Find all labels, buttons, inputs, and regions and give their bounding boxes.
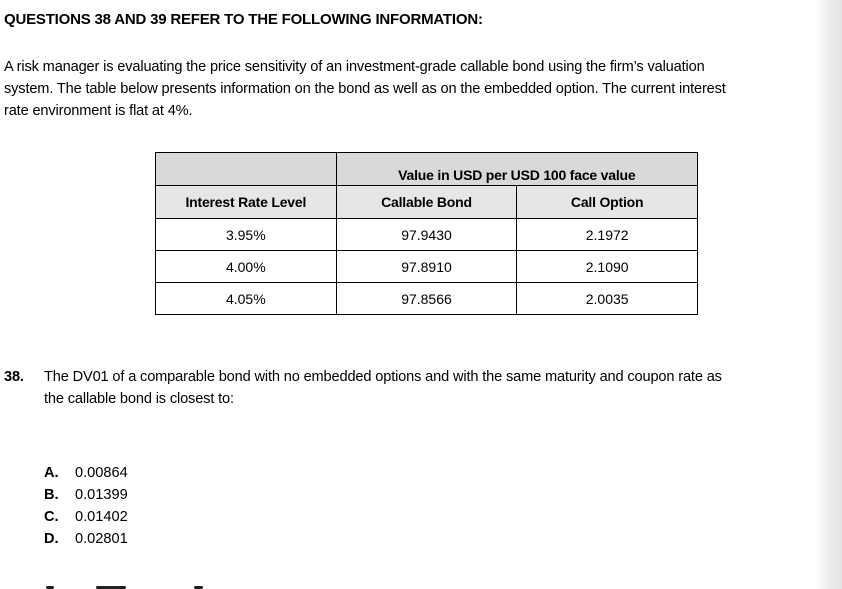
option-text: 0.01402 [75, 509, 128, 525]
option-text: 0.02801 [75, 531, 128, 547]
option-value-cell: 2.1090 [517, 251, 698, 283]
bond-value-cell: 97.8910 [336, 251, 517, 283]
column-header-call-option: Call Option [517, 186, 698, 219]
intro-line: A risk manager is evaluating the price sensitivity of an investment-grade callable bond using the firm’s valuation [4, 59, 705, 75]
rate-cell: 3.95% [156, 219, 337, 251]
intro-line: rate environment is flat at 4%. [4, 103, 193, 119]
table-header-empty-cell [156, 153, 337, 186]
option-text: 0.00864 [75, 465, 128, 481]
option-text: 0.01399 [75, 487, 128, 503]
table-group-header-row [156, 153, 698, 186]
intro-line: system. The table below presents information on the bond as well as on the embedded option. The current interest [4, 81, 726, 97]
column-header-interest-rate: Interest Rate Level [156, 186, 337, 219]
rate-cell: 4.05% [156, 283, 337, 315]
option-value-cell: 2.1972 [517, 219, 698, 251]
option-value-cell: 2.0035 [517, 283, 698, 315]
question-line: the callable bond is closest to: [44, 391, 234, 407]
option-letter: C. [44, 509, 59, 525]
bond-value-cell: 97.8566 [336, 283, 517, 315]
answer-options [44, 462, 128, 550]
intro-paragraph [4, 56, 842, 122]
question-number: 38. [4, 369, 24, 385]
table-row [156, 283, 698, 315]
column-header-callable-bond: Callable Bond [336, 186, 517, 219]
answer-option-b[interactable] [44, 484, 128, 506]
table-group-header: Value in USD per USD 100 face value [336, 153, 697, 186]
question-line: The DV01 of a comparable bond with no embedded options and with the same maturity and coupon rate as [44, 369, 722, 385]
answer-option-a[interactable] [44, 462, 128, 484]
section-heading: QUESTIONS 38 AND 39 REFER TO THE FOLLOWING INFORMATION: [4, 11, 483, 28]
answer-option-d[interactable] [44, 528, 128, 550]
option-letter: A. [44, 465, 59, 481]
table-column-header-row [156, 186, 698, 219]
option-letter: D. [44, 531, 59, 547]
table-row [156, 219, 698, 251]
question-text [44, 366, 842, 410]
bond-value-table [155, 152, 698, 315]
cut-off-text-fragment [44, 580, 214, 589]
rate-cell: 4.00% [156, 251, 337, 283]
table-row [156, 251, 698, 283]
option-letter: B. [44, 487, 59, 503]
bond-value-cell: 97.9430 [336, 219, 517, 251]
answer-option-c[interactable] [44, 506, 128, 528]
